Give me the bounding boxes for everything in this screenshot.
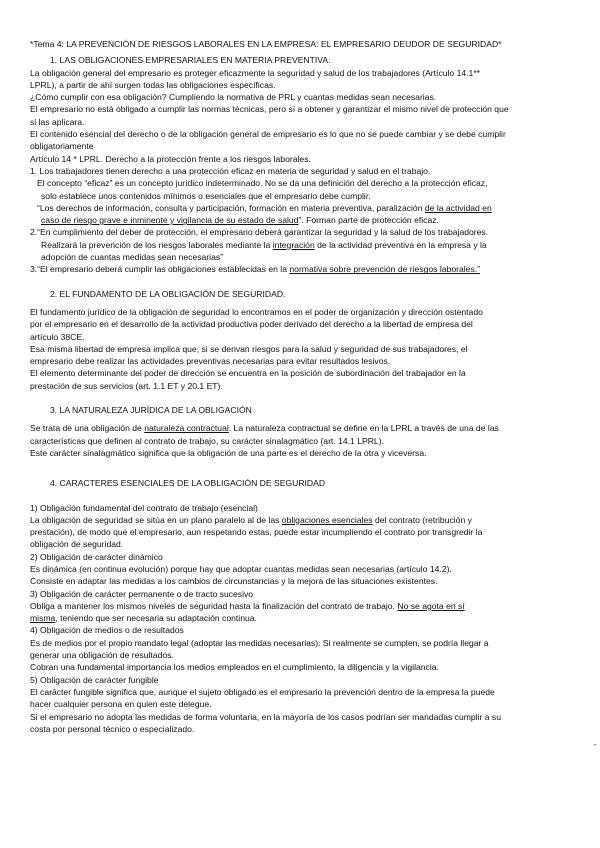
paragraph: El fundamento jurídico de la obligación de seguridad lo encontramos en el poder de organización y dirección ostentado <box>30 306 483 317</box>
section-2-heading: 2. EL FUNDAMENTO DE LA OBLIGACIÓN DE SEGURIDAD. <box>50 288 286 299</box>
paragraph: Artículo 14 * LPRL. Derecho a la protección frente a los riesgos laborales. <box>30 153 311 164</box>
list-item-detail: El concepto “eficaz” es un concepto jurídico indeterminado. No se da una definición del derecho a la protección eficaz, <box>37 178 488 189</box>
paragraph: obligación de seguridad. <box>30 539 124 550</box>
paragraph: Es de medios por el propio mandato legal (adoptar las medidas necesarias). Si realmente se cumplen, se podría llegar a <box>30 637 489 648</box>
list-item: 2.“En cumplimiento del deber de protección, el empresario deberá garantizar la seguridad y la salud de los trabajadores. <box>30 227 489 238</box>
list-item-detail: caso de riesgo grave e inminente y vigilancia de su estado de salud”. Forman parte de protección eficaz. <box>41 215 439 226</box>
paragraph: El empresario no está obligado a cumplir las normas técnicas, pero sí a obtener y garantizar el mismo nivel de protección que <box>30 104 509 115</box>
paragraph: Esa misma libertad de empresa implica que, si se derivan riesgos para la salud y seguridad de sus trabajadores, el <box>30 343 468 354</box>
paragraph: empresario debe realizar las actividades preventivas necesarias para evitar resultados lesivos. <box>30 356 391 367</box>
paragraph: costa por personal técnico o especializado. <box>30 723 195 734</box>
section-4-heading: 4. CARACTERES ESENCIALES DE LA OBLIGACIÓN DE SEGURIDAD <box>50 478 326 489</box>
list-item-detail: Realizará la prevención de los riesgos laborales mediante la integración de la actividad preventiva en la empresa y la <box>41 239 487 250</box>
list-item: 1. Los trabajadores tienen derecho a una protección eficaz en materia de seguridad y salud en el trabajo. <box>30 165 431 176</box>
subsection-heading: 2) Obligación de carácter dinámico <box>30 551 163 562</box>
paragraph: por el empresario en el desarrollo de la actividad productiva poder derivado del derecho a la libertad de empresa del <box>30 319 473 330</box>
paragraph: La obligación general del empresario es proteger eficazmente la seguridad y salud de los trabajadores (Artículo 14.1** <box>30 67 481 78</box>
paragraph: El elemento determinante del poder de dirección se encuentra en la posición de subordinación del trabajador en la <box>30 368 466 379</box>
paragraph: LPRL), a partir de ahí surgen todas las obligaciones específicas. <box>30 79 276 90</box>
paragraph: Obliga a mantener los mismos niveles de seguridad hasta la finalización del contrato de trabajo. No se agota en sí <box>30 600 465 611</box>
document-page <box>30 38 573 735</box>
paragraph: Cobran una fundamental importancia los medios empleados en el cumplimiento, la diligencia y la vigilancia. <box>30 662 439 673</box>
paragraph: Consiste en adaptar las medidas a los cambios de circunstancias y la mejora de las situaciones existentes. <box>30 576 438 587</box>
list-item-detail: adopción de cuantas medidas sean necesarias” <box>41 252 224 263</box>
paragraph: características que definen al contrato de trabajo, su carácter sinalagmático (art. 14.1 LPRL). <box>30 435 384 446</box>
paragraph: obligatoriamente <box>30 141 94 152</box>
paragraph: Si el empresario no adopta las medidas de forma voluntaria, en la mayoría de los casos podrían ser mandadas cumplir a su <box>30 711 501 722</box>
paragraph: hacer cualquier persona en quien este delegue. <box>30 699 212 710</box>
list-item: 3.“El empresario deberá cumplir las obligaciones establecidas en la normativa sobre prevención de riesgos laborales.” <box>30 264 480 275</box>
section-3-heading: 3. LA NATURALEZA JURÍDICA DE LA OBLIGACIÓN <box>50 405 252 416</box>
paragraph: La obligación de seguridad se sitúa en un plano paralelo al de las obligaciones esenciales del contrato (retribución y <box>30 514 472 525</box>
section-1-heading: 1. LAS OBLIGACIONES EMPRESARIALES EN MATERIA PREVENTIVA. <box>50 55 331 66</box>
paragraph: Este carácter sinalagmático significa que la obligación de una parte es el derecho de la otra y viceversa. <box>30 447 427 458</box>
list-item-detail: “Los derechos de información, consulta y participación, formación en materia preventiva, paralización de la actividad en <box>37 202 492 213</box>
paragraph: generar una obligación de resultados. <box>30 650 174 661</box>
paragraph: prestación de sus servicios (art. 1.1 ET y 20.1 ET). <box>30 380 223 391</box>
paragraph: El contenido esencial del derecho o de la obligación general de empresario es lo que no se puede cambiar y se debe cumplir <box>30 129 506 140</box>
subsection-heading: 3) Obligación de carácter permanente o de tracto sucesivo <box>30 588 254 599</box>
subsection-heading: 5) Obligación de carácter fungible <box>30 674 159 685</box>
document-title: *Tema 4: LA PREVENCIÓN DE RIESGOS LABORALES EN LA EMPRESA: EL EMPRESARIO DEUDOR DE SEGURIDAD* <box>30 39 502 49</box>
paragraph: ¿Cómo cumplir con esa obligación? Cumpliendo la normativa de PRL y cuantas medidas sean necesarias. <box>30 92 437 103</box>
paragraph: misma, teniendo que ser necesaria su adaptación continua. <box>30 613 257 624</box>
paragraph: artículo 38CE. <box>30 331 85 342</box>
margin-mark: - <box>594 740 597 749</box>
subsection-heading: 1) Obligación fundamental del contrato de trabajo (esencial) <box>30 502 258 513</box>
paragraph: Es dinámica (en continua evolución) porque hay que adoptar cuantas medidas sean necesarias (artículo 14.2). <box>30 563 452 574</box>
subsection-heading: 4) Obligación de medios o de resultados <box>30 625 184 636</box>
paragraph: prestación), de modo que el empresario, aun respetando estas, puede estar incumpliendo el contrato por transgredir la <box>30 527 483 538</box>
paragraph: si las aplicara. <box>30 116 85 127</box>
paragraph: Se trata de una obligación de naturaleza contractual. La naturaleza contractual se define en la LPRL a través de una de las <box>30 423 499 434</box>
list-item-detail: solo establece unos contenidos mínimos o esenciales que el empresario debe cumplir. <box>41 190 371 201</box>
paragraph: El carácter fungible significa que, aunque el sujeto obligado es el empresario la prevención dentro de la empresa la puede <box>30 686 495 697</box>
